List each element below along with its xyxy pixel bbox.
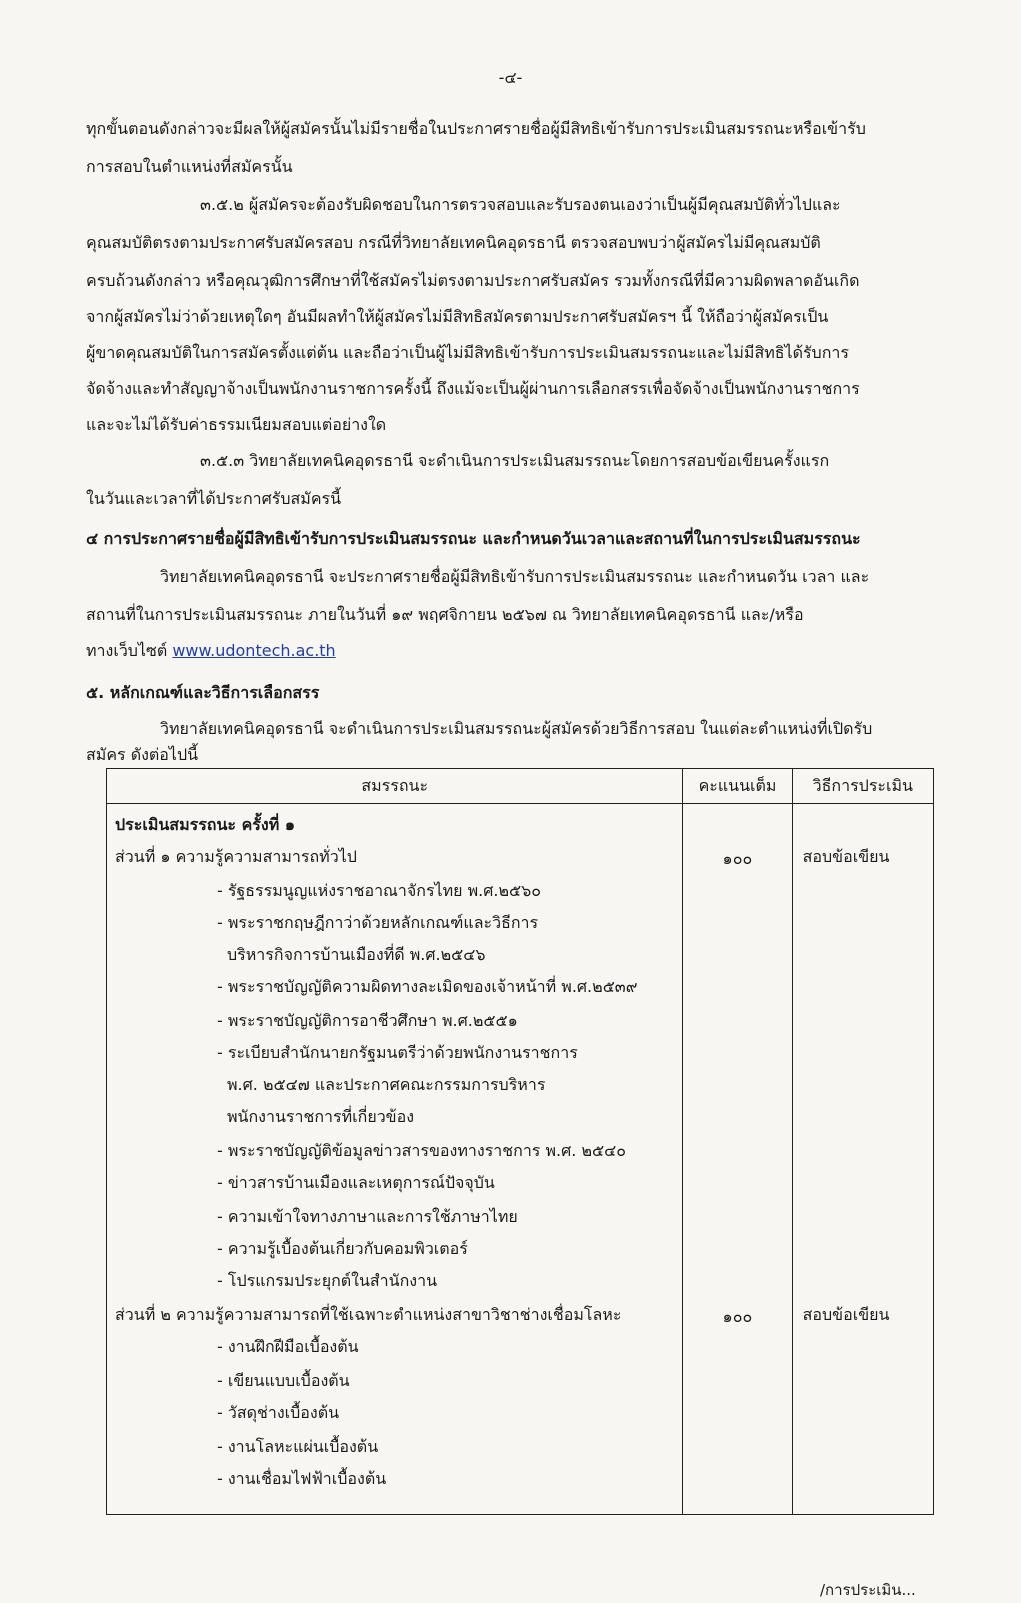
list-item: - งานฝึกฝีมือเบื้องต้น xyxy=(217,1337,359,1356)
header-competency: สมรรถนะ xyxy=(107,769,683,804)
page-number: -๔- xyxy=(498,68,523,87)
section-4-line: วิทยาลัยเทคนิคอุดรธานี จะประกาศรายชื่อผู้มีสิทธิเข้ารับการประเมินสมรรถนะ และกำหนดวัน เวลา และ xyxy=(160,567,870,586)
paragraph-line: และจะไม่ได้รับค่าธรรมเนียมสอบแต่อย่างใด xyxy=(86,415,387,434)
part-1-method: สอบข้อเขียน xyxy=(802,847,890,866)
paragraph-line: จากผู้สมัครไม่ว่าด้วยเหตุใดๆ อันมีผลทำให้ผู้สมัครไม่มีสิทธิสมัครตามประกาศรับสมัครฯ นี้ ให้ถือว่าผู้สมัครเป็น xyxy=(86,307,829,326)
part-1-score: ๑๐๐ xyxy=(722,849,753,868)
table-header-row xyxy=(107,769,934,804)
list-item: - ข่าวสารบ้านเมืองและเหตุการณ์ปัจจุบัน xyxy=(217,1173,495,1192)
section-5-heading: ๕. หลักเกณฑ์และวิธีการเลือกสรร xyxy=(86,683,320,702)
part-2-title: ส่วนที่ ๒ ความรู้ความสามารถที่ใช้เฉพาะตำแหน่งสาขาวิชาช่างเชื่อมโลหะ xyxy=(115,1305,622,1324)
list-item: - งานโลหะแผ่นเบื้องต้น xyxy=(217,1437,379,1456)
list-item: - พระราชบัญญัติข้อมูลข่าวสารของทางราชการ พ.ศ. ๒๕๔๐ xyxy=(217,1141,626,1160)
paragraph-line: จัดจ้างและทำสัญญาจ้างเป็นพนักงานราชการครั้งนี้ ถึงแม้จะเป็นผู้ผ่านการเลือกสรรเพื่อจัดจ้างเป็นพนักงานราชการ xyxy=(86,379,860,398)
list-item: พ.ศ. ๒๕๔๗ และประกาศคณะกรรมการบริหาร xyxy=(227,1075,546,1094)
competency-cell xyxy=(107,804,683,1515)
section-5-line: วิทยาลัยเทคนิคอุดรธานี จะดำเนินการประเมินสมรรถนะผู้สมัครด้วยวิธีการสอบ ในแต่ละตำแหน่งที่เปิดรับ xyxy=(160,719,873,738)
list-item: - พระราชบัญญัติความผิดทางละเมิดของเจ้าหน้าที่ พ.ศ.๒๕๓๙ xyxy=(217,977,638,996)
list-item: - ระเบียบสำนักนายกรัฐมนตรีว่าด้วยพนักงานราชการ xyxy=(217,1043,578,1062)
round-title: ประเมินสมรรถนะ ครั้งที่ ๑ xyxy=(115,815,295,834)
paragraph-line: ผู้ขาดคุณสมบัติในการสมัครตั้งแต่ต้น และถือว่าเป็นผู้ไม่มีสิทธิเข้ารับการประเมินสมรรถนะและไม่มีสิทธิได้รับการ xyxy=(86,343,849,362)
part-2-score: ๑๐๐ xyxy=(722,1307,753,1326)
clause-3-5-2: ๓.๕.๒ ผู้สมัครจะต้องรับผิดชอบในการตรวจสอบและรับรองตนเองว่าเป็นผู้มีคุณสมบัติทั่วไปและ xyxy=(200,195,841,214)
list-item: - พระราชกฤษฎีกาว่าด้วยหลักเกณฑ์และวิธีการ xyxy=(217,913,539,932)
paragraph-line: ครบถ้วนดังกล่าว หรือคุณวุฒิการศึกษาที่ใช้สมัครไม่ตรงตามประกาศรับสมัคร รวมทั้งกรณีที่มีความผิดพลาดอันเกิด xyxy=(86,271,860,290)
list-item: - เขียนแบบเบื้องต้น xyxy=(217,1371,350,1390)
section-4-line: สถานที่ในการประเมินสมรรถนะ ภายในวันที่ ๑๙ พฤศจิกายน ๒๕๖๗ ณ วิทยาลัยเทคนิคอุดรธานี และ/หรือ xyxy=(86,605,804,624)
score-cell xyxy=(683,804,792,1515)
section-4-line xyxy=(86,640,336,662)
list-item: - ความเข้าใจทางภาษาและการใช้ภาษาไทย xyxy=(217,1207,518,1226)
part-2-method: สอบข้อเขียน xyxy=(802,1305,890,1324)
website-prefix: ทางเว็บไซต์ xyxy=(86,641,173,660)
list-item: - ความรู้เบื้องต้นเกี่ยวกับคอมพิวเตอร์ xyxy=(217,1239,468,1258)
paragraph-line: ทุกขั้นตอนดังกล่าวจะมีผลให้ผู้สมัครนั้นไม่มีรายชื่อในประกาศรายชื่อผู้มีสิทธิเข้ารับการประเมินสมรรถนะหรือเข้ารับ xyxy=(86,119,866,138)
website-link[interactable]: www.udontech.ac.th xyxy=(172,641,336,660)
clause-3-5-3: ๓.๕.๓ วิทยาลัยเทคนิคอุดรธานี จะดำเนินการประเมินสมรรถนะโดยการสอบข้อเขียนครั้งแรก xyxy=(200,451,830,470)
list-item: บริหารกิจการบ้านเมืองที่ดี พ.ศ.๒๕๔๖ xyxy=(227,945,486,964)
competency-table xyxy=(106,768,934,1515)
table-row xyxy=(107,804,934,1515)
list-item: - งานเชื่อมไฟฟ้าเบื้องต้น xyxy=(217,1469,387,1488)
list-item: - วัสดุช่างเบื้องต้น xyxy=(217,1403,340,1422)
paragraph-line: คุณสมบัติตรงตามประกาศรับสมัครสอบ กรณีที่วิทยาลัยเทคนิคอุดรธานี ตรวจสอบพบว่าผู้สมัครไม่มีคุณสมบัติ xyxy=(86,233,821,252)
part-1-title: ส่วนที่ ๑ ความรู้ความสามารถทั่วไป xyxy=(115,847,357,866)
method-cell xyxy=(792,804,933,1515)
paragraph-line: ในวันและเวลาที่ได้ประกาศรับสมัครนี้ xyxy=(86,489,342,508)
section-4-heading: ๔ การประกาศรายชื่อผู้มีสิทธิเข้ารับการประเมินสมรรถนะ และกำหนดวันเวลาและสถานที่ในการประเมินสมรรถนะ xyxy=(86,529,861,548)
section-5-line: สมัคร ดังต่อไปนี้ xyxy=(86,745,199,764)
paragraph-line: การสอบในตำแหน่งที่สมัครนั้น xyxy=(86,157,293,176)
list-item: - รัฐธรรมนูญแห่งราชอาณาจักรไทย พ.ศ.๒๕๖๐ xyxy=(217,881,542,900)
header-method: วิธีการประเมิน xyxy=(792,769,933,804)
list-item: พนักงานราชการที่เกี่ยวข้อง xyxy=(227,1107,415,1126)
list-item: - พระราชบัญญัติการอาชีวศึกษา พ.ศ.๒๕๕๑ xyxy=(217,1011,518,1030)
header-full-score: คะแนนเต็ม xyxy=(683,769,792,804)
list-item: - โปรแกรมประยุกต์ในสำนักงาน xyxy=(217,1271,437,1290)
continuation-note: /การประเมิน... xyxy=(820,1581,916,1599)
